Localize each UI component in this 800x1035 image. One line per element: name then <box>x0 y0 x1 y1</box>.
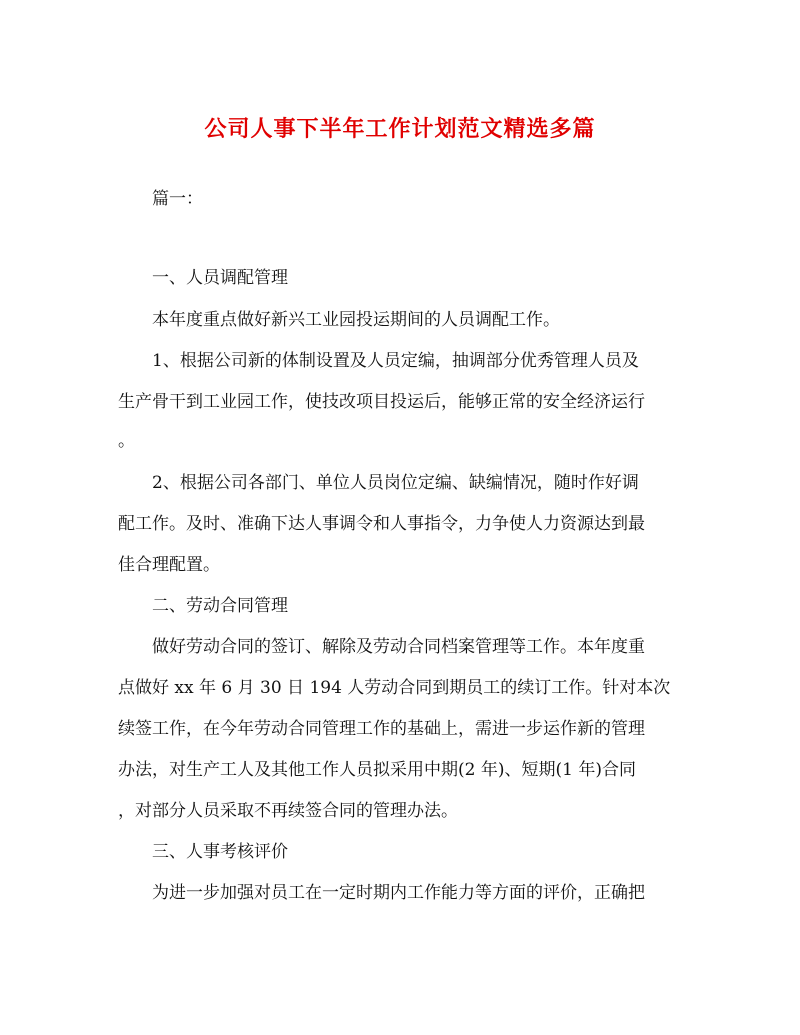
paragraph-line: 续签工作，在今年劳动合同管理工作的基础上，需进一步运作新的管理 <box>118 719 645 739</box>
paragraph-line: 办法，对生产工人及其他工作人员拟采用中期(2 年)、短期(1 年)合同 <box>118 760 636 780</box>
heading-2: 二、劳动合同管理 <box>152 596 288 616</box>
document-title: 公司人事下半年工作计划范文精选多篇 <box>204 116 596 142</box>
paragraph-line: 。 <box>118 431 135 451</box>
heading-3: 三、人事考核评价 <box>152 842 288 862</box>
paragraph-line: 生产骨干到工业园工作，使技改项目投运后，能够正常的安全经济运行 <box>118 392 645 412</box>
paragraph-line: 为进一步加强对员工在一定时期内工作能力等方面的评价，正确把 <box>152 883 645 903</box>
paragraph-line: ，对部分人员采取不再续签合同的管理办法。 <box>118 801 458 821</box>
paragraph-line: 本年度重点做好新兴工业园投运期间的人员调配工作。 <box>152 310 560 330</box>
paragraph-line: 佳合理配置。 <box>118 555 220 575</box>
paragraph-line: 2、根据公司各部门、单位人员岗位定编、缺编情况，随时作好调 <box>152 473 639 493</box>
paragraph-line: 配工作。及时、准确下达人事调令和人事指令，力争使人力资源达到最 <box>118 514 645 534</box>
paragraph-line: 做好劳动合同的签订、解除及劳动合同档案管理等工作。本年度重 <box>152 637 645 657</box>
paragraph-line: 点做好 xx 年 6 月 30 日 194 人劳动合同到期员工的续订工作。针对本次 <box>118 678 671 698</box>
paragraph-line: 1、根据公司新的体制设置及人员定编，抽调部分优秀管理人员及 <box>152 351 639 371</box>
section-label: 篇一： <box>152 189 203 209</box>
heading-1: 一、人员调配管理 <box>152 268 288 288</box>
